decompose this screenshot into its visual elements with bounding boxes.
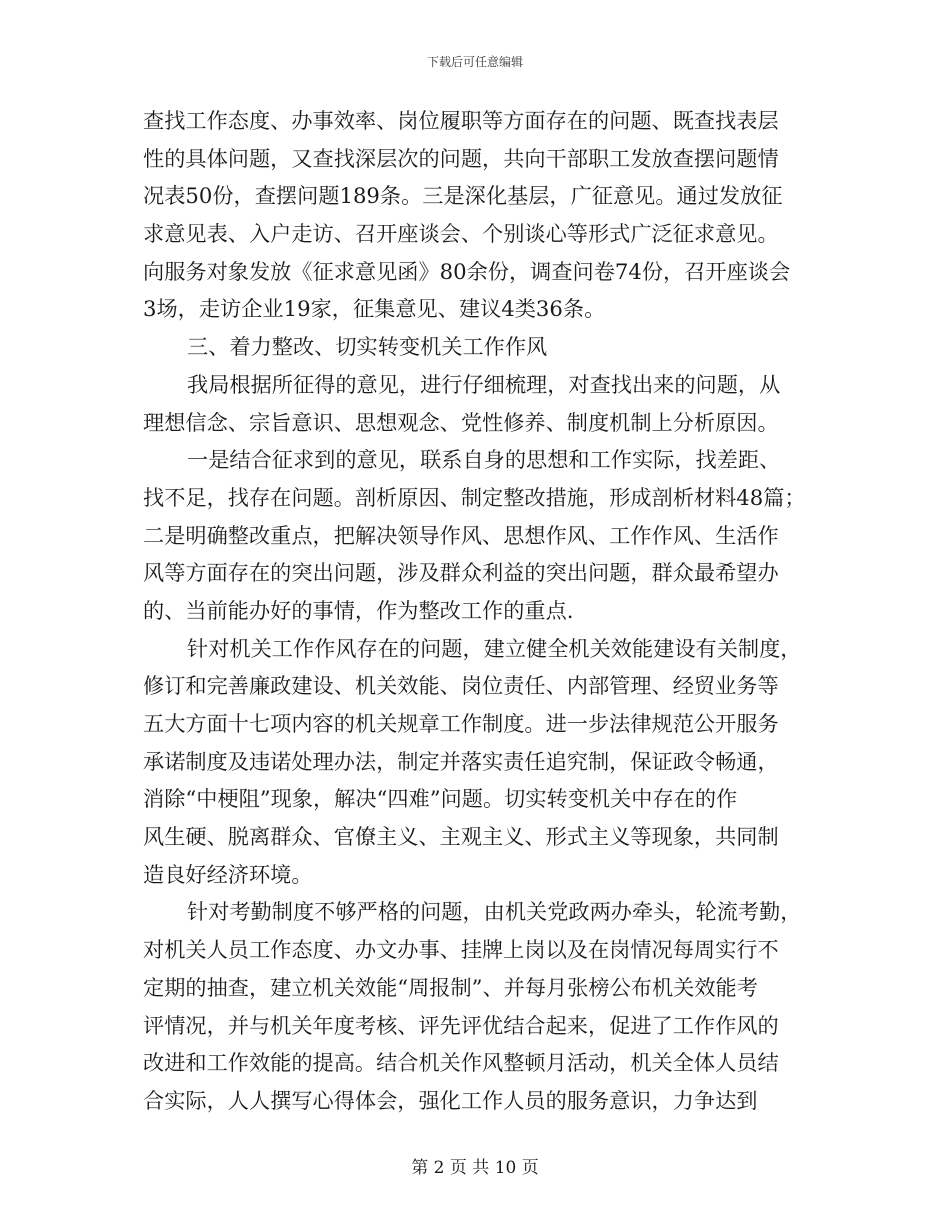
text-line: 造良好经济环境。 xyxy=(143,861,313,887)
text-line: 性的具体问题，又查找深层次的问题，共向干部职工发放查摆问题情 xyxy=(143,145,779,171)
text-line: 消除“中梗阻”现象，解决“四难”问题。切实转变机关中存在的作 xyxy=(143,786,738,812)
text-line: 向服务对象发放《征求意见函》80余份，调查问卷74份，召开座谈会 xyxy=(143,258,791,284)
text-line: 二是明确整改重点，把解决领导作风、思想作风、工作作风、生活作 xyxy=(143,522,779,548)
text-line: 找不足，找存在问题。剖析原因、制定整改措施，形成剖析材料48篇； xyxy=(143,484,806,510)
text-line: 理想信念、宗旨意识、思想观念、党性修养、制度机制上分析原因。 xyxy=(143,409,779,435)
text-line: 一是结合征求到的意见，联系自身的思想和工作实际，找差距、 xyxy=(187,447,781,473)
text-line: 针对机关工作作风存在的问题，建立健全机关效能建设有关制度， xyxy=(187,635,802,661)
text-line: 改进和工作效能的提高。结合机关作风整顿月活动，机关全体人员结 xyxy=(143,1050,779,1076)
text-line: 评情况，并与机关年度考核、评先评优结合起来，促进了工作作风的 xyxy=(143,1012,779,1038)
text-line: 我局根据所征得的意见，进行仔细梳理，对查找出来的问题，从 xyxy=(187,371,781,397)
text-line: 3场，走访企业19家，征集意见、建议4类36条。 xyxy=(143,296,606,322)
text-line: 定期的抽查，建立机关效能“周报制”、并每月张榜公布机关效能考 xyxy=(143,974,758,1000)
text-line: 风等方面存在的突出问题，涉及群众利益的突出问题，群众最希望办 xyxy=(143,560,779,586)
text-line: 对机关人员工作态度、办文办事、挂牌上岗以及在岗情况每周实行不 xyxy=(143,937,779,963)
text-line: 风生硬、脱离群众、官僚主义、主观主义、形式主义等现象，共同制 xyxy=(143,824,779,850)
page-number: 第 2 页 共 10 页 xyxy=(411,1158,539,1178)
page-header: 下载后可任意编辑 xyxy=(426,55,523,69)
text-line: 的、当前能办好的事情，作为整改工作的重点. xyxy=(143,597,574,623)
document-body xyxy=(143,102,823,1120)
text-line: 承诺制度及违诺处理办法，制定并落实责任追究制，保证政令畅通， xyxy=(143,748,779,774)
text-line: 针对考勤制度不够严格的问题，由机关党政两办牵头，轮流考勤， xyxy=(187,899,802,925)
text-line: 修订和完善廉政建设、机关效能、岗位责任、内部管理、经贸业务等 xyxy=(143,673,779,699)
text-line: 况表50份，查摆问题189条。三是深化基层，广征意见。通过发放征 xyxy=(143,183,783,209)
text-line: 求意见表、入户走访、召开座谈会、个别谈心等形式广泛征求意见。 xyxy=(143,221,779,247)
text-line: 查找工作态度、办事效率、岗位履职等方面存在的问题、既查找表层 xyxy=(143,108,779,133)
text-line: 五大方面十七项内容的机关规章工作制度。进一步法律规范公开服务 xyxy=(143,711,779,736)
text-line: 合实际，人人撰写心得体会，强化工作人员的服务意识，力争达到 xyxy=(143,1087,758,1113)
section-heading: 三、着力整改、切实转变机关工作作风 xyxy=(187,334,548,360)
